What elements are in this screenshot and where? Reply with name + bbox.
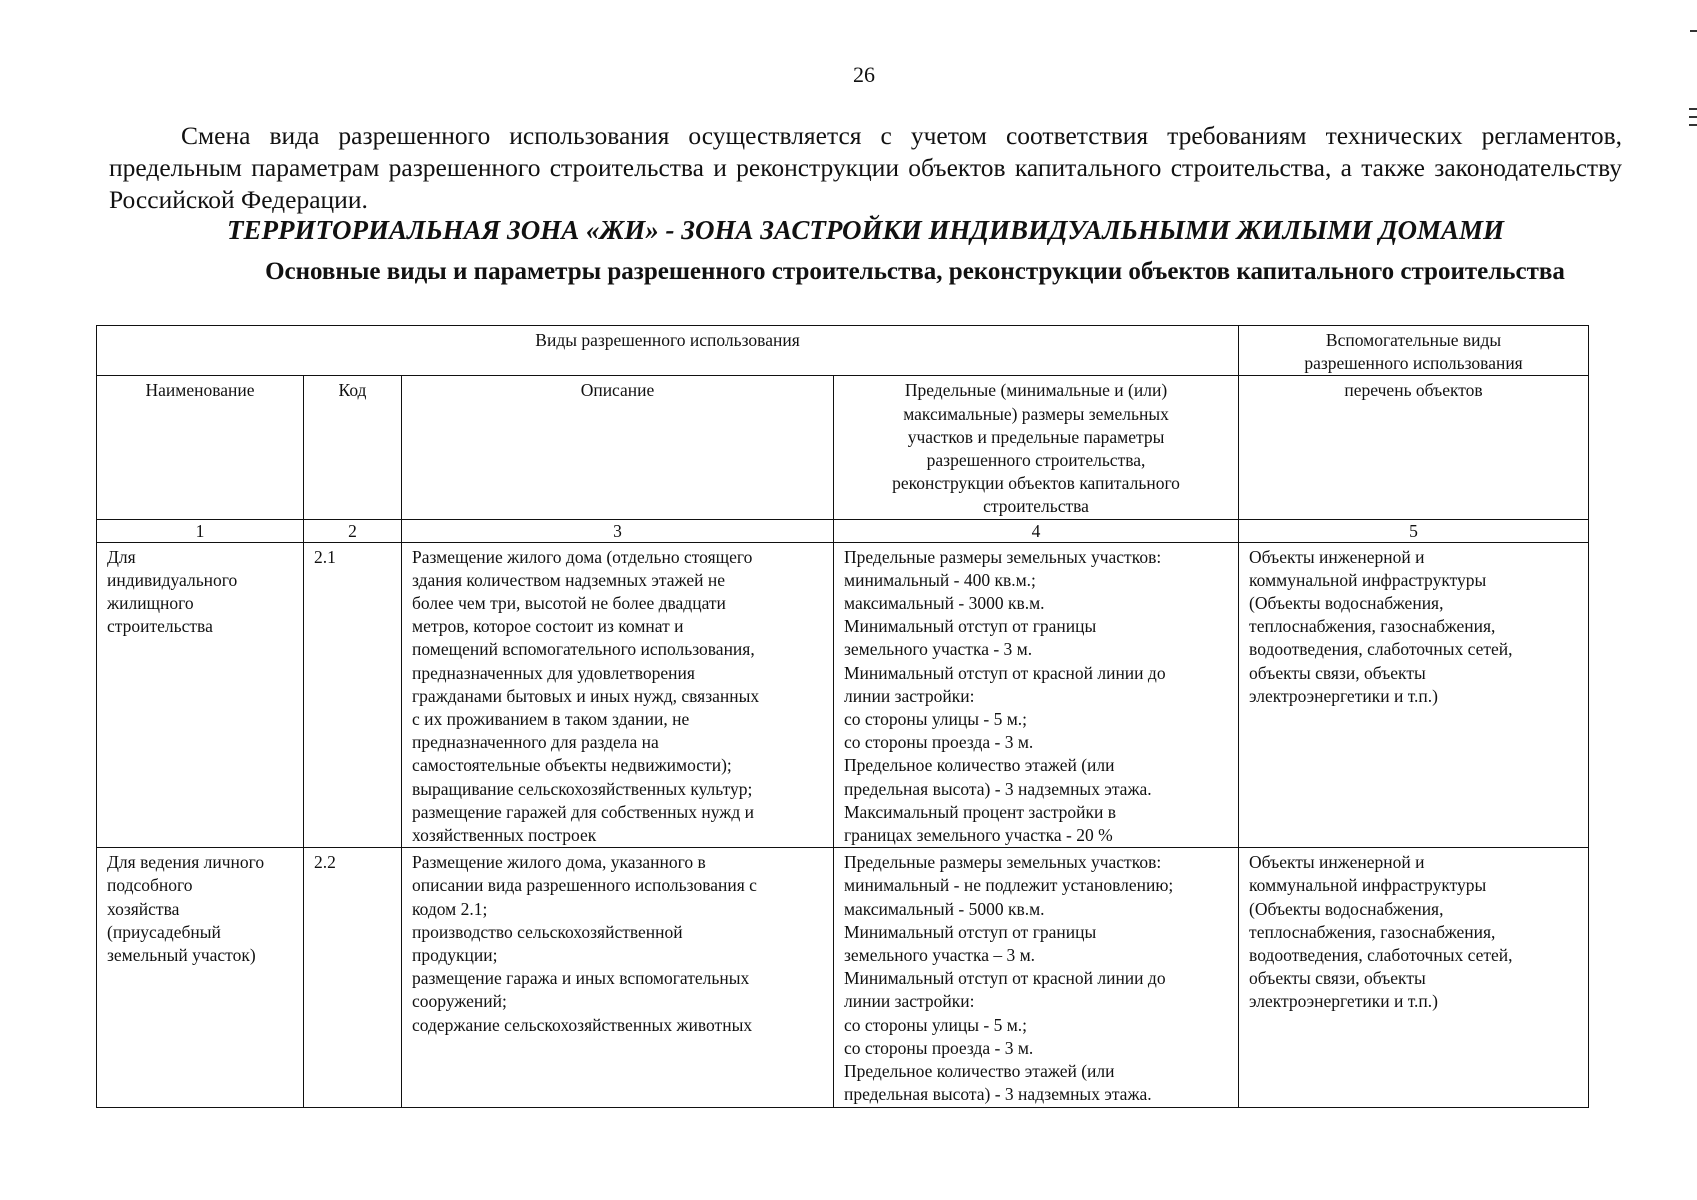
column-number: 3 [402, 519, 834, 542]
row-code-text: 2.1 [314, 546, 336, 567]
column-number: 2 [304, 519, 402, 542]
row-parameters [834, 848, 1239, 1107]
row-auxiliary-text: Объекты инженерной и коммунальной инфраструктуры (Объекты водоснабжения, теплоснабжения, газоснабжения, водоотведения, слаботочных сетей, объекты связи, объекты электроэнергетики и т.п.) [1249, 546, 1513, 706]
column-number-row [97, 519, 1589, 542]
scan-edge-mark [1689, 108, 1697, 110]
column-number: 5 [1239, 519, 1589, 542]
row-description-text: Размещение жилого дома (отдельно стоящего здания количеством надземных этажей не более чем три, высотой не более двадцати метров, которое состоит из комнат и помещений вспомогательного использования, предназначенных для удовлетворения гражданами бытовых и иных нужд, связанных с их проживанием в таком здании, не предназначенного для раздела на самостоятельные объекты недвижимости); выращивание сельскохозяйственных культур; размещение гаражей для собственных нужд и хозяйственных построек [412, 546, 760, 846]
table-row [97, 542, 1589, 848]
row-auxiliary [1239, 542, 1589, 848]
row-name [97, 848, 304, 1107]
group-header-main-label: Виды разрешенного использования [535, 330, 800, 350]
group-header-main [97, 326, 1239, 376]
row-description-text: Размещение жилого дома, указанного в описании вида разрешенного использования с кодом 2.1; производство сельскохозяйственной продукции; размещение гаража и иных вспомогательных сооружений; содержание сельскохозяйственных животных [412, 852, 757, 1035]
column-header-row [97, 376, 1589, 519]
row-name [97, 542, 304, 848]
row-name-text: Для ведения личного подсобного хозяйства (приусадебный земельный участок) [107, 852, 265, 966]
table-subtitle: Основные виды и параметры разрешенного строительства, реконструкции объектов капитального строительства [265, 258, 1565, 285]
column-number: 4 [834, 519, 1239, 542]
column-header-parameters [834, 376, 1239, 519]
row-parameters [834, 542, 1239, 848]
row-parameters-text: Предельные размеры земельных участков: минимальный - не подлежит установлению; максимальный - 5000 кв.м. Минимальный отступ от границы земельного участка – 3 м. Минимальный отступ от красной линии до линии застройки: со стороны улицы - 5 м.; со стороны проезда - 3 м. Предельное количество этажей (или предельная высота) - 3 надземных этажа. [844, 852, 1174, 1105]
row-code-text: 2.2 [314, 852, 336, 873]
row-code [304, 848, 402, 1107]
column-header-code-label: Код [338, 380, 367, 401]
table-row [97, 848, 1589, 1107]
intro-paragraph: Смена вида разрешенного использования осуществляется с учетом соответствия требованиям технических регламентов, предельным параметрам разрешенного строительства и реконструкции объектов капитального строительства, а также законодательству Российской Федерации. [109, 121, 1622, 214]
scan-edge-mark [1689, 124, 1697, 126]
column-header-objects-label: перечень объектов [1344, 380, 1483, 401]
group-header-auxiliary-label: Вспомогательные виды разрешенного использования [1304, 330, 1523, 374]
row-parameters-text: Предельные размеры земельных участков: минимальный - 400 кв.м.; максимальный - 3000 кв.м. Минимальный отступ от границы земельного участка - 3 м. Минимальный отступ от красной линии до линии застройки: со стороны улицы - 5 м.; со стороны проезда - 3 м. Предельное количество этажей (или предельная высота) - 3 надземных этажа. Максимальный процент застройки в границах земельного участка - 20 % [844, 546, 1166, 846]
row-description [402, 848, 834, 1107]
column-header-name-label: Наименование [145, 380, 255, 401]
row-auxiliary [1239, 848, 1589, 1107]
column-header-description [402, 376, 834, 519]
row-code [304, 542, 402, 848]
column-header-name [97, 376, 304, 519]
zoning-table [96, 325, 1589, 1108]
column-header-description-label: Описание [580, 380, 655, 401]
page-number: 26 [853, 62, 875, 87]
scan-edge-mark [1689, 116, 1697, 118]
row-name-text: Для индивидуального жилищного строительства [107, 546, 238, 637]
row-auxiliary-text: Объекты инженерной и коммунальной инфраструктуры (Объекты водоснабжения, теплоснабжения, газоснабжения, водоотведения, слаботочных сетей, объекты связи, объекты электроэнергетики и т.п.) [1249, 852, 1513, 1012]
zone-title: ТЕРРИТОРИАЛЬНАЯ ЗОНА «ЖИ» - ЗОНА ЗАСТРОЙКИ ИНДИВИДУАЛЬНЫМИ ЖИЛЫМИ ДОМАМИ [227, 215, 1504, 245]
column-header-code [304, 376, 402, 519]
column-number: 1 [97, 519, 304, 542]
group-header-auxiliary [1239, 326, 1589, 376]
column-header-objects [1239, 376, 1589, 519]
row-description [402, 542, 834, 848]
column-header-parameters-label: Предельные (минимальные и (или) максимальные) размеры земельных участков и предельные параметры разрешенного строительства, реконструкции объектов капитального строительства [892, 380, 1180, 517]
group-header-row [97, 326, 1589, 376]
scan-edge-mark [1690, 30, 1697, 32]
